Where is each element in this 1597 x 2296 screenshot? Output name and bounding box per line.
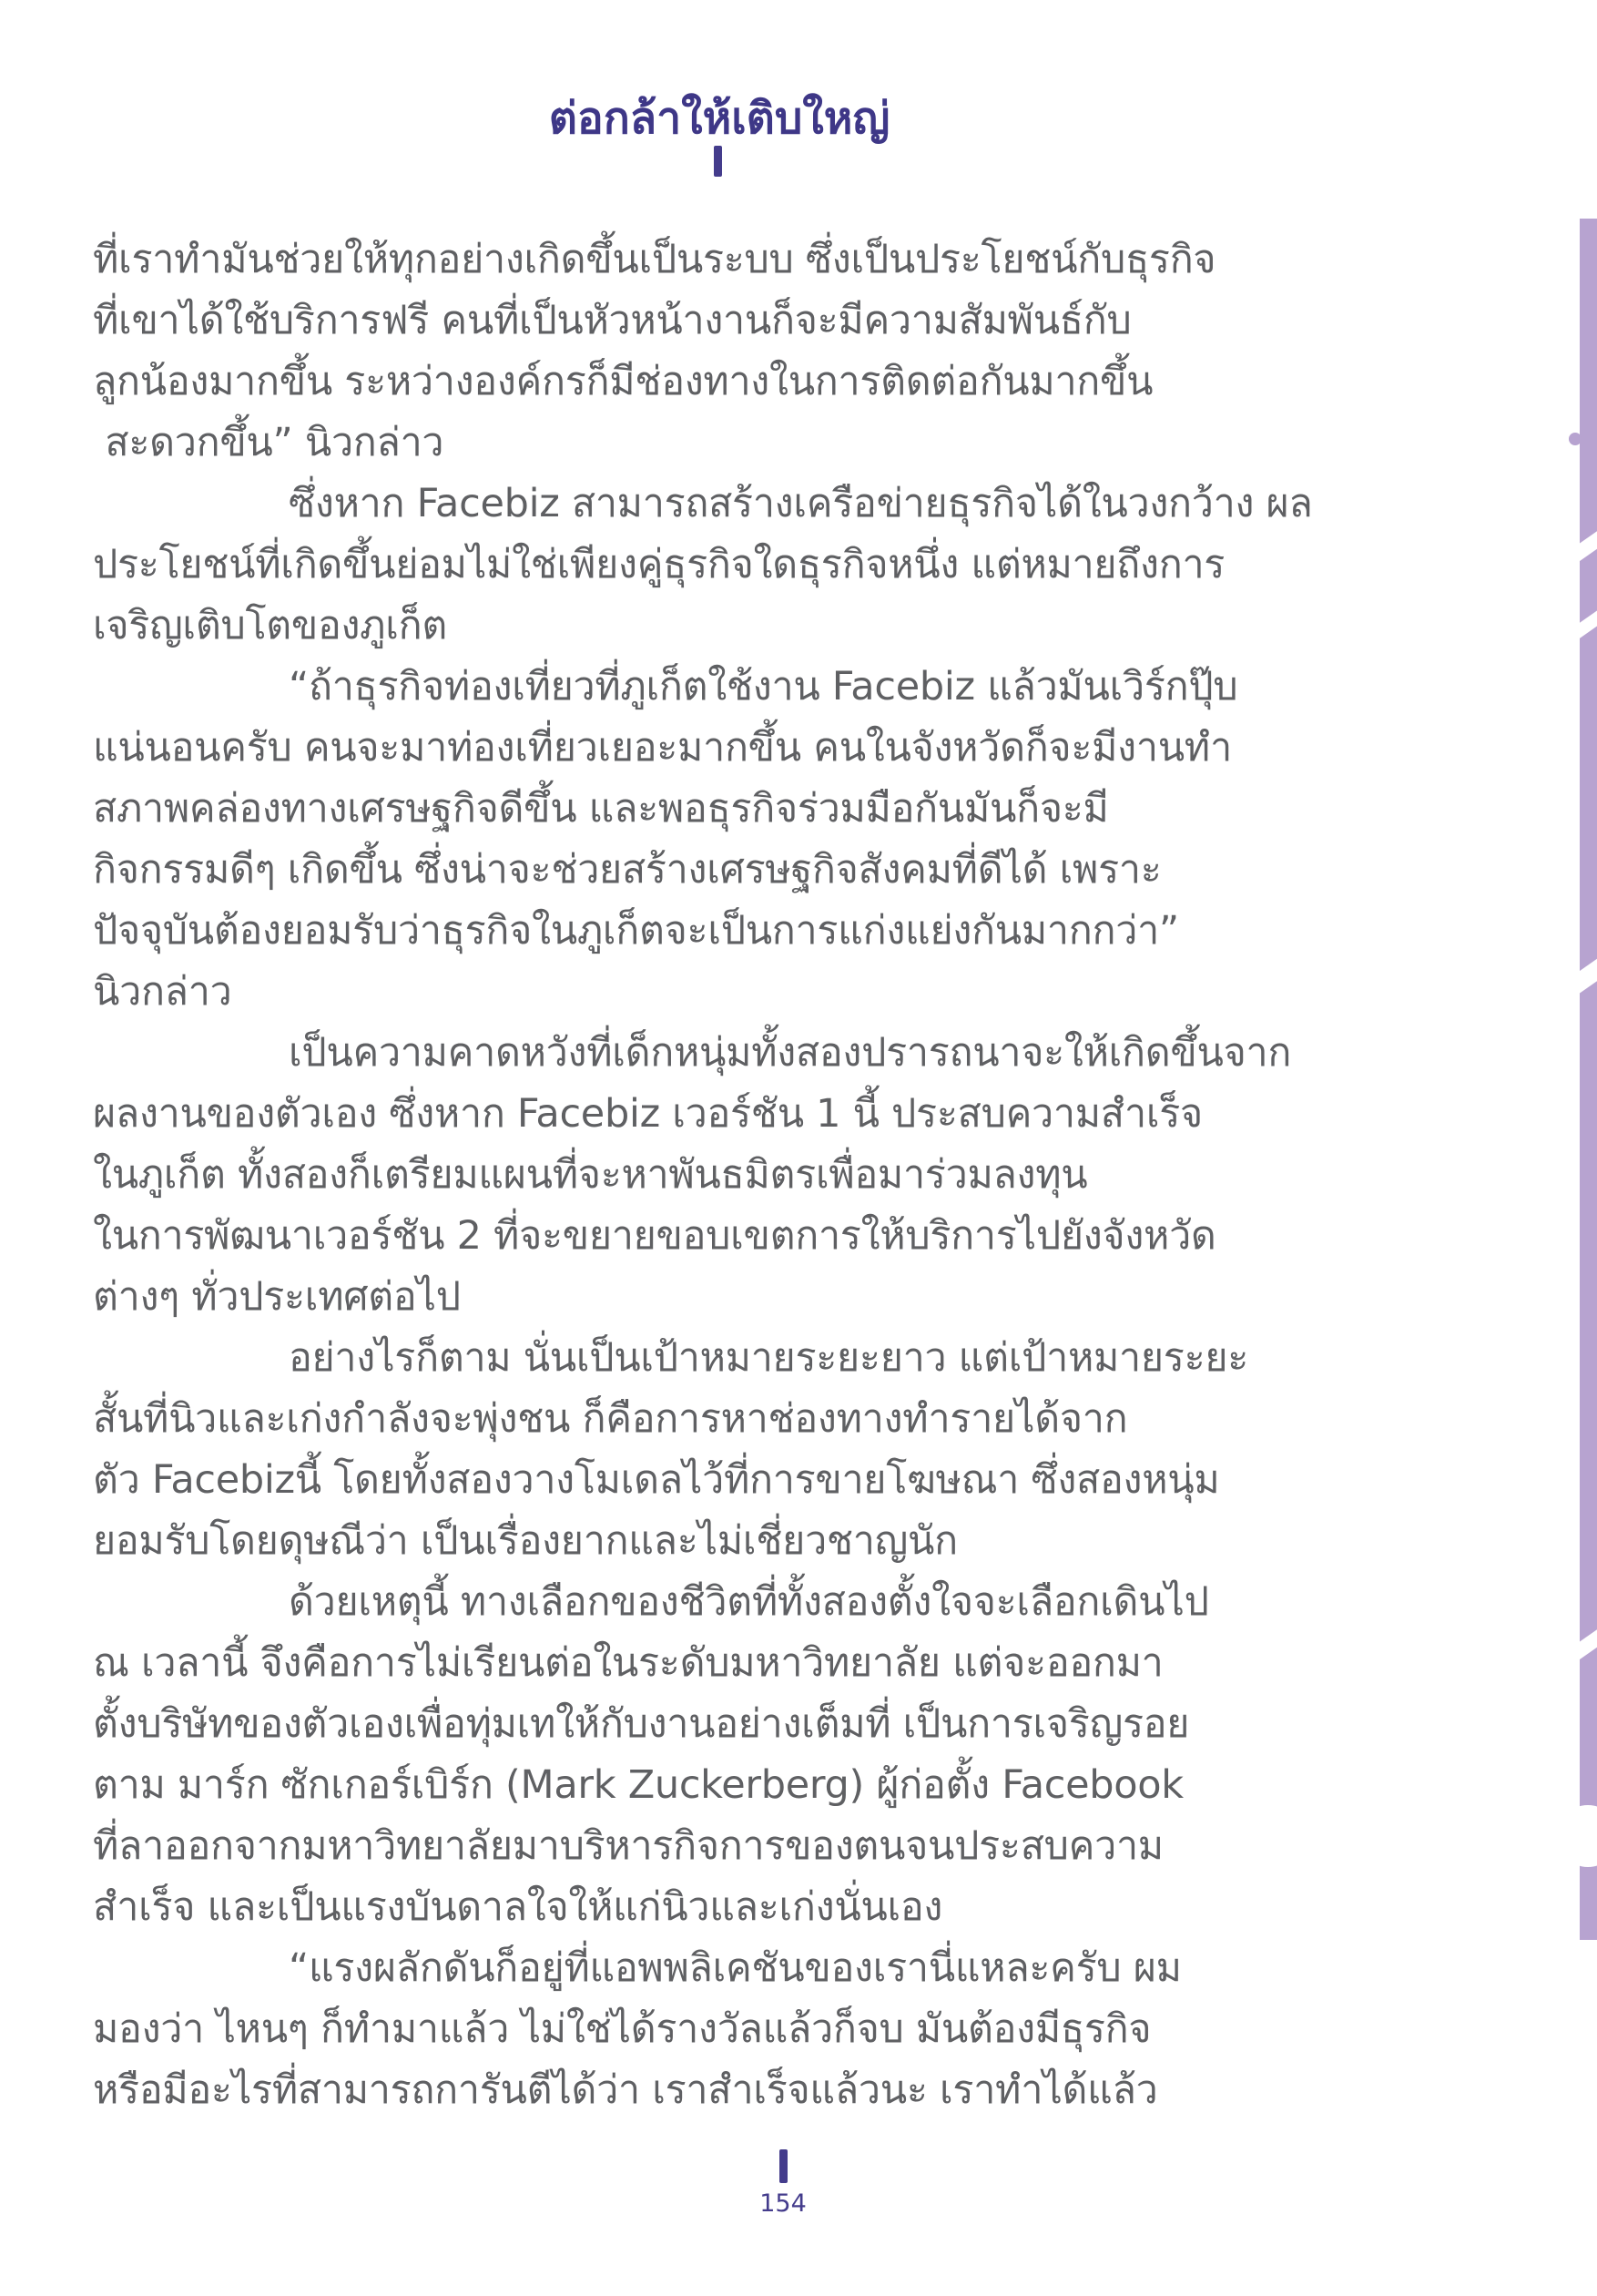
- text-line: ในภูเก็ต ทั้งสองก็เตรียมแผนที่จะหาพันธมิตรเพื่อมาร่วมลงทุน: [93, 1152, 1088, 1198]
- header-divider-bar: [714, 146, 722, 177]
- text-line: อย่างไรก็ตาม นั่นเป็นเป้าหมายระยะยาว แต่เป้าหมายระยะ: [289, 1335, 1249, 1381]
- text-line: ซึ่งหาก Facebiz สามารถสร้างเครือข่ายธุรกิจได้ในวงกว้าง ผล: [289, 481, 1313, 526]
- text-line: “แรงผลักดันก็อยู่ที่แอพพลิเคชันของเรานี่แหละครับ ผม: [289, 1945, 1182, 1991]
- text-line: เจริญเติบโตของภูเก็ต: [93, 603, 447, 648]
- body-text: [93, 230, 1313, 2121]
- text-line: เป็นความคาดหวังที่เด็กหนุ่มทั้งสองปรารถนาจะให้เกิดขึ้นจาก: [289, 1030, 1292, 1076]
- text-line: ตัว Facebizนี้ โดยทั้งสองวางโมเดลไว้ที่การขายโฆษณา ซึ่งสองหนุ่ม: [93, 1457, 1220, 1503]
- text-line: กิจกรรมดีๆ เกิดขึ้น ซึ่งน่าจะช่วยสร้างเศรษฐกิจสังคมที่ดีได้ เพราะ: [93, 847, 1162, 893]
- text-line: ลูกน้องมากขึ้น ระหว่างองค์กรก็มีช่องทางในการติดต่อกันมากขึ้น: [93, 359, 1154, 404]
- text-line: ต่างๆ ทั่วประเทศต่อไป: [93, 1274, 461, 1320]
- text-line: ตาม มาร์ก ซักเกอร์เบิร์ก (Mark Zuckerberg) ผู้ก่อตั้ง Facebook: [93, 1762, 1184, 1808]
- text-line: ด้วยเหตุนี้ ทางเลือกของชีวิตที่ทั้งสองตั้งใจจะเลือกเดินไป: [289, 1579, 1209, 1625]
- text-line: “ถ้าธุรกิจท่องเที่ยวที่ภูเก็ตใช้งาน Facebiz แล้วมันเวิร์กปุ๊บ: [289, 664, 1238, 709]
- text-line: ที่ลาออกจากมหาวิทยาลัยมาบริหารกิจการของตนจนประสบความ: [93, 1823, 1164, 1869]
- page-title: ต่อกล้าให้เติบใหญ่: [548, 93, 890, 144]
- text-line: มองว่า ไหนๆ ก็ทำมาแล้ว ไม่ใช่ได้รางวัลแล้วก็จบ มันต้องมีธุรกิจ: [93, 2006, 1152, 2052]
- text-line: ในการพัฒนาเวอร์ชัน 2 ที่จะขยายขอบเขตการให้บริการไปยังจังหวัด: [93, 1213, 1216, 1259]
- footer-divider-bar: [779, 2149, 788, 2183]
- text-line: ที่เขาได้ใช้บริการฟรี คนที่เป็นหัวหน้างานก็จะมีความสัมพันธ์กับ: [93, 298, 1132, 343]
- text-line: สภาพคล่องทางเศรษฐกิจดีขึ้น และพอธุรกิจร่วมมือกันมันก็จะมี: [93, 786, 1109, 832]
- text-line: ที่เราทำมันช่วยให้ทุกอย่างเกิดขึ้นเป็นระบบ ซึ่งเป็นประโยชน์กับธุรกิจ: [93, 237, 1216, 282]
- text-line: ยอมรับโดยดุษณีว่า เป็นเรื่องยากและไม่เชี่ยวชาญนัก: [93, 1518, 958, 1564]
- text-line: ประโยชน์ที่เกิดขึ้นย่อมไม่ใช่เพียงคู่ธุรกิจใดธุรกิจหนึ่ง แต่หมายถึงการ: [93, 542, 1226, 587]
- text-line: ผลงานของตัวเอง ซึ่งหาก Facebiz เวอร์ชัน 1 นี้ ประสบความสำเร็จ: [93, 1091, 1203, 1137]
- text-line: หรือมีอะไรที่สามารถการันตีได้ว่า เราสำเร็จแล้วนะ เราทำได้แล้ว: [93, 2067, 1158, 2113]
- text-line: ณ เวลานี้ จึงคือการไม่เรียนต่อในระดับมหาวิทยาลัย แต่จะออกมา: [93, 1640, 1164, 1686]
- text-line: ปัจจุบันต้องยอมรับว่าธุรกิจในภูเก็ตจะเป็นการแก่งแย่งกันมากกว่า”: [93, 908, 1179, 954]
- text-line: สะดวกขึ้น” นิวกล่าว: [93, 420, 444, 465]
- text-line: แน่นอนครับ คนจะมาท่องเที่ยวเยอะมากขึ้น คนในจังหวัดก็จะมีงานทำ: [93, 725, 1232, 770]
- text-line: สำเร็จ และเป็นแรงบันดาลใจให้แก่นิวและเก่งนั่นเอง: [93, 1884, 943, 1930]
- side-decoration-graphic: [1548, 0, 1597, 2296]
- page-number: 154: [759, 2189, 807, 2218]
- text-line: ตั้งบริษัทของตัวเองเพื่อทุ่มเทให้กับงานอย่างเต็มที่ เป็นการเจริญรอย: [93, 1701, 1190, 1747]
- text-line: นิวกล่าว: [93, 969, 232, 1015]
- text-line: สั้นที่นิวและเก่งกำลังจะพุ่งชน ก็คือการหาช่องทางทำรายได้จาก: [93, 1396, 1128, 1442]
